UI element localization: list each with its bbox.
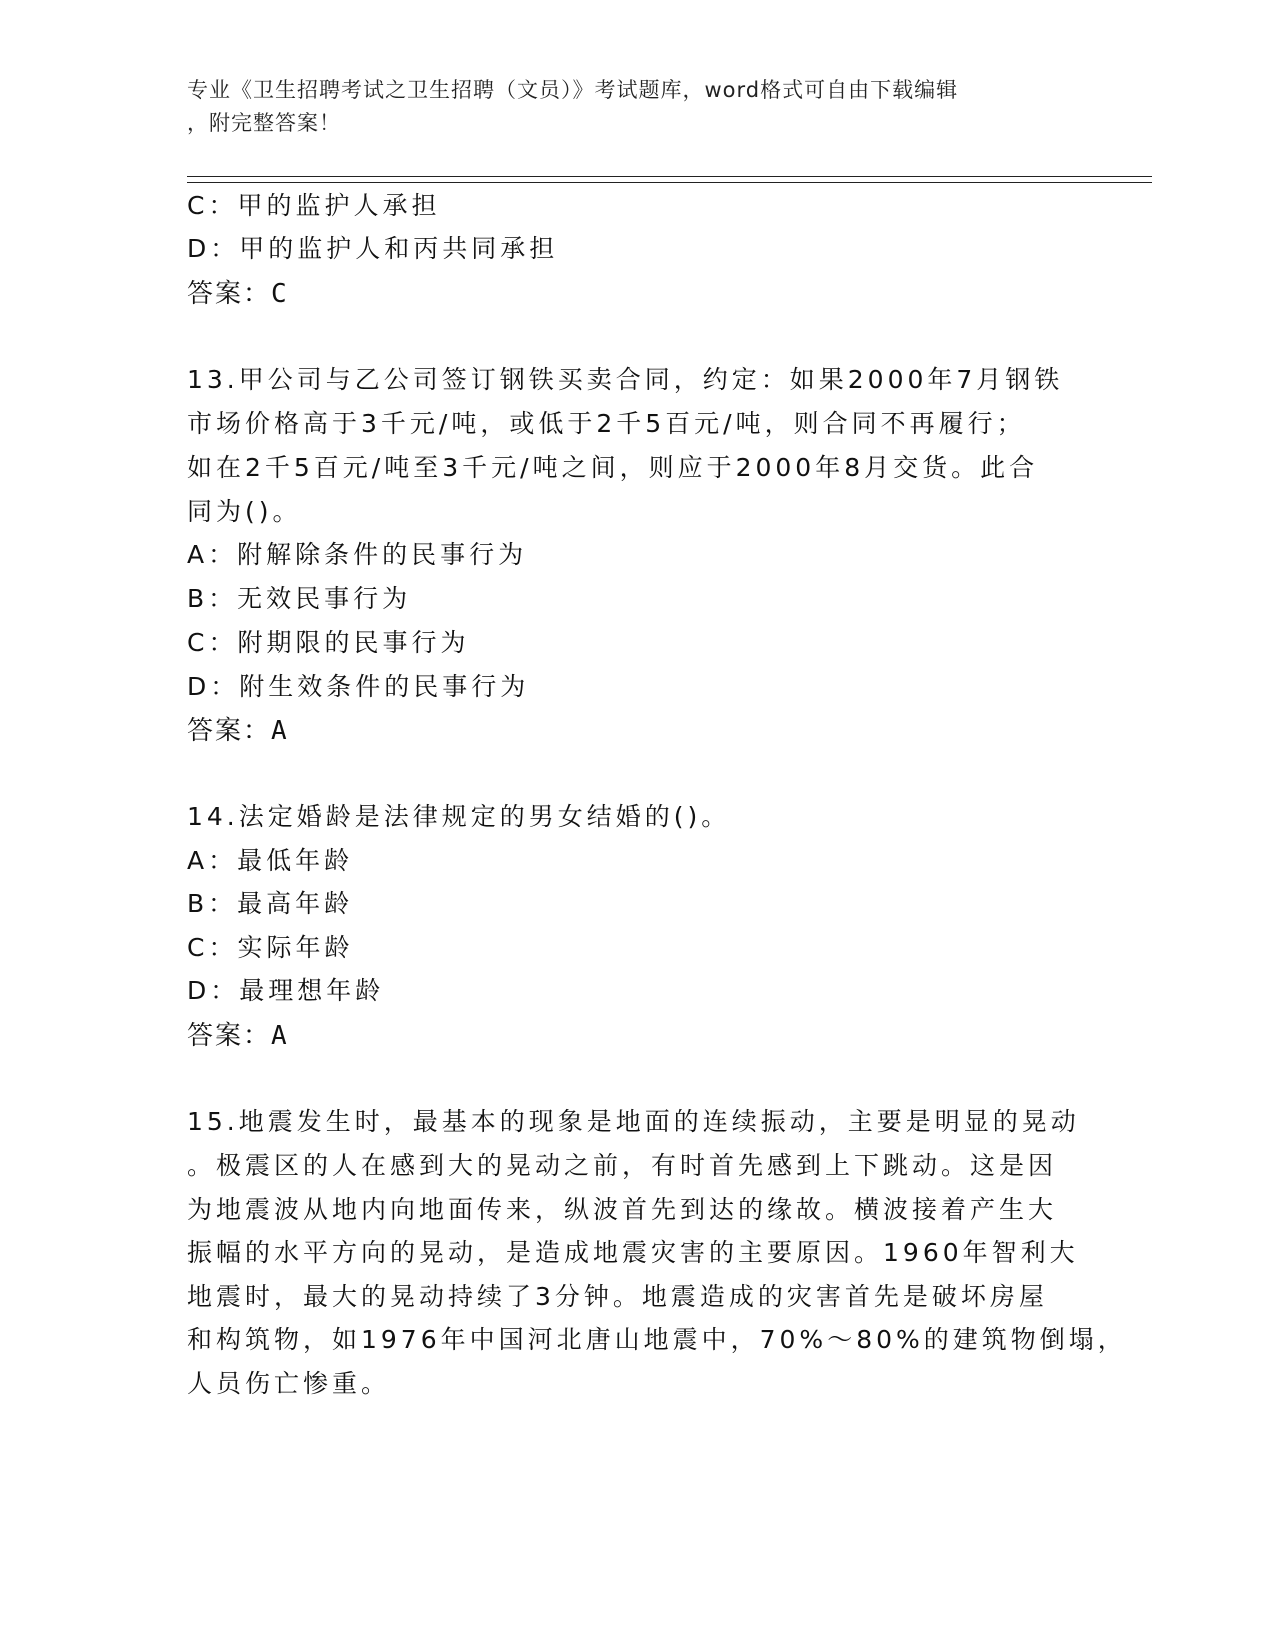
q13-option-c: C：附期限的民事行为 [187, 628, 470, 657]
header-rule-top [187, 176, 1152, 177]
answer-label: 答案： [187, 1021, 272, 1051]
prev-option-c: C：甲的监护人承担 [187, 191, 441, 220]
q14-option-b: B：最高年龄 [187, 889, 354, 918]
q13-answer [187, 710, 289, 747]
prev-answer [187, 273, 289, 310]
answer-value: A [271, 1021, 289, 1051]
q15-stem-line-1: 15.地震发生时，最基本的现象是地面的连续振动，主要是明显的晃动 [187, 1107, 1080, 1136]
header-rule-bottom [187, 182, 1152, 183]
q14-option-d: D：最理想年龄 [187, 976, 385, 1005]
answer-value: A [271, 716, 289, 746]
q13-option-a: A：附解除条件的民事行为 [187, 540, 528, 569]
answer-label: 答案： [187, 716, 272, 746]
q13-option-b: B：无效民事行为 [187, 584, 412, 613]
q14-option-c: C：实际年龄 [187, 933, 354, 962]
q15-stem-line-7: 人员伤亡惨重。 [187, 1369, 391, 1398]
prev-option-d: D：甲的监护人和丙共同承担 [187, 234, 559, 263]
q15-stem-line-3: 为地震波从地内向地面传来，纵波首先到达的缘故。横波接着产生大 [187, 1195, 1058, 1224]
q13-stem-line-3: 如在2千5百元/吨至3千元/吨之间，则应于2000年8月交货。此合 [187, 453, 1039, 482]
q13-stem-line-2: 市场价格高于3千元/吨，或低于2千5百元/吨，则合同不再履行； [187, 409, 1026, 438]
q14-option-a: A：最低年龄 [187, 846, 354, 875]
q15-stem-line-4: 振幅的水平方向的晃动，是造成地震灾害的主要原因。1960年智利大 [187, 1238, 1079, 1267]
q15-stem-line-6: 和构筑物，如1976年中国河北唐山地震中，70%～80%的建筑物倒塌， [187, 1325, 1127, 1354]
answer-label: 答案： [187, 279, 272, 309]
answer-value: C [271, 279, 289, 309]
q13-stem-line-4: 同为()。 [187, 497, 302, 526]
header-line-1: 专业《卫生招聘考试之卫生招聘（文员）》考试题库，word格式可自由下载编辑 [187, 78, 959, 102]
document-header [187, 74, 1067, 140]
q13-option-d: D：附生效条件的民事行为 [187, 672, 530, 701]
q15-stem-line-5: 地震时，最大的晃动持续了3分钟。地震造成的灾害首先是破坏房屋 [187, 1282, 1048, 1311]
q13-stem-line-1: 13.甲公司与乙公司签订钢铁买卖合同，约定：如果2000年7月钢铁 [187, 365, 1064, 394]
q15-stem-line-2: 。极震区的人在感到大的晃动之前，有时首先感到上下跳动。这是因 [187, 1151, 1058, 1180]
q14-answer [187, 1015, 289, 1052]
header-line-2: ，附完整答案！ [187, 111, 341, 135]
q14-stem: 14.法定婚龄是法律规定的男女结婚的()。 [187, 802, 731, 831]
